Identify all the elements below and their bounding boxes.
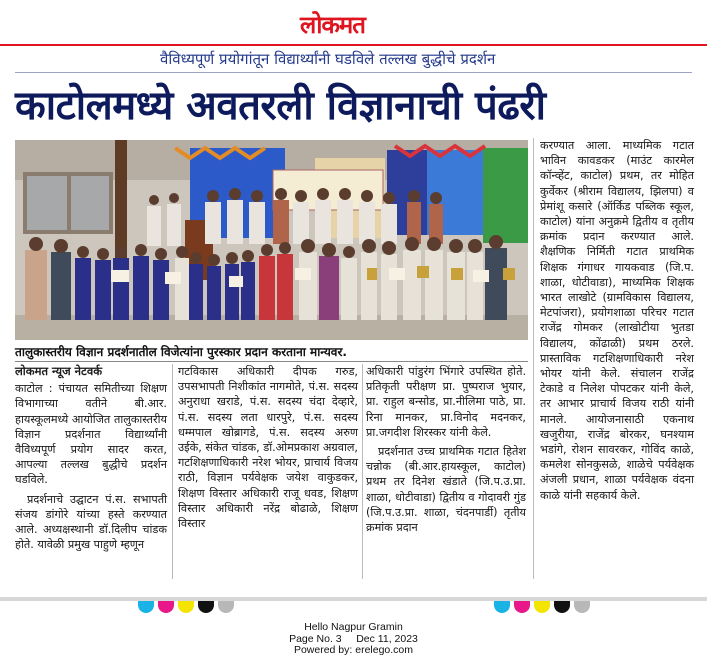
registration-marks-left (138, 601, 234, 613)
gray-mark (218, 601, 234, 613)
page-bottom-rule (0, 597, 707, 601)
caption-rule (15, 361, 528, 362)
paragraph: प्रदर्शनात उच्च प्राथमिक गटात हितेश चन्नोक (बी.आर.हायस्कूल, काटोल) प्रथम तर दिनेश खंडाते (जि.प.उ.प्रा. शाळा, धोटीवाडा) द्वितीय व गोदावरी गुंड (जि.प.उ.प्रा. शाळा, चंदनपार्डी) तृतीय क्रमांक प्रदान (366, 445, 526, 535)
paragraph: करण्यात आला. माध्यमिक गटात भाविन कावडकर (माउंट कारमेल कॉन्व्हेंट, काटोल) प्रथम, तर मोहित कुर्वेकर (श्रीराम विद्यालय, झिलपा) व प्रेमांशू कसारे (ऑर्किड पब्लिक स्कूल, काटोल) यांना अनुक्रमे द्वितीय व तृतीय क्रमांक प्रदान करण्यात आले. शैक्षणिक निर्मिती गटात प्राथमिक शिक्षक गंगाधर गायकवाड (जि.प. शाळा, धोटीवाडा), माध्यमिक शिक्षक भारत लाखोटे (ग्रामविकास विद्यालय, मेटपांजरा), प्रयोगशाळा परिचर गटात राजेंद्र गोमकर (लाखोटीया भुतडा विद्यालय, कोंढाळी) प्रथम ठरले. प्रास्ताविक गटशिक्षणाधिकारी नरेश भोयर यांनी केले. संचालन राजेंद्र टेकाडे व निलेश पोपटकर यांनी केले, तर आभार प्राचार्य विजय राठी यांनी मानले. आयोजनासाठी एकनाथ खजुरीया, राजेंद्र बोरकर, घनश्याम भडांगे, रोशन सावरकर, गोविंद काळे, कमलेश सोनकुसळे, शाळेचे पर्यवेक्षक अंजली प्रधान, शाळा पर्यवेक्षक वंदना काळे यांनी सहकार्य केले. (540, 139, 694, 502)
article-column-1 (15, 364, 167, 556)
article-column-2 (178, 364, 358, 535)
lokmat-logo: लोकमत (300, 11, 365, 39)
photo-caption: तालुकास्तरीय विज्ञान प्रदर्शनातील विजेत्यांना पुरस्कार प्रदान करताना मान्यवर. (15, 345, 347, 359)
gray-mark (574, 601, 590, 613)
column-divider (533, 138, 534, 579)
black-mark (198, 601, 214, 613)
magenta-mark (158, 601, 174, 613)
cyan-mark (138, 601, 154, 613)
yellow-mark (534, 601, 550, 613)
paragraph: काटोल : पंचायत समितीच्या शिक्षण विभागाच्या वतीने बी.आर. हायस्कूलमध्ये आयोजित तालुकास्तरीय विज्ञान प्रदर्शनात विद्यार्थ्यांनी वैविध्यपूर्ण प्रयोग सादर करत, आपल्या तल्लख बुद्धीचे प्रदर्शन घडविले. (15, 382, 167, 487)
edition-name: Hello Nagpur Gramin (304, 621, 403, 633)
kicker-rule (15, 72, 692, 73)
masthead-rule (0, 44, 707, 46)
byline: लोकमत न्यूज नेटवर्क (15, 364, 103, 378)
page-and-date: Page No. 3 Dec 11, 2023 (289, 632, 418, 645)
prize-distribution-photo (15, 140, 528, 340)
paragraph: प्रदर्शनाचे उद्घाटन पं.स. सभापती संजय डांगोरे यांच्या हस्ते करण्यात आले. अध्यक्षस्थानी डॉ.दिलीप चांडक होते. यावेळी प्रमुख पाहुणे म्हणून (15, 492, 167, 552)
paragraph: गटविकास अधिकारी दीपक गरुड, उपसभापती निशीकांत नागमोते, पं.स. सदस्य अनुराधा खराडे, पं.स. सदस्य चंदा देव्हारे, पं.स. सदस्य लता धारपुरे, पं.स. सदस्य धम्मपाल खोब्रागडे, पं.स. सदस्य अरुण उईके, संकेत चांडक, डॉ.ओमप्रकाश अग्रवाल, गटशिक्षणाधिकारी नरेश भोयर, प्राचार्य विजय राठी, विज्ञान पर्यवेक्षक जयेश वाकुडकर, शिक्षण विस्तार अधिकारी राजू धवड, शिक्षण विस्तार अधिकारी नरेंद्र बोढाळे, शिक्षण विस्तार (178, 365, 358, 531)
cyan-mark (494, 601, 510, 613)
masthead (0, 0, 707, 44)
registration-marks-right (494, 601, 590, 613)
powered-by: Powered by: erelego.com (293, 644, 414, 656)
article-column-4 (540, 138, 694, 507)
article-headline: काटोलमध्ये अवतरली विज्ञानाची पंढरी (15, 83, 546, 129)
paragraph: अधिकारी पांडुरंग भिंगारे उपस्थित होते. प्रतिकृती परीक्षण प्रा. पुष्पराज भुयार, प्रा. राहुल बन्सोड, प्रा.नीलिमा पाठे, प्रा. रिना मानकर, प्रा.विनोद मदनकर, प्रा.जगदीश शिरस्कर यांनी केले. (366, 365, 526, 439)
magenta-mark (514, 601, 530, 613)
article-photo (15, 140, 528, 340)
column-divider (172, 364, 173, 579)
page-footer (0, 622, 707, 657)
yellow-mark (178, 601, 194, 613)
article-column-3 (366, 364, 526, 539)
column-divider (362, 364, 363, 579)
article-kicker: वैविध्यपूर्ण प्रयोगांतून विद्यार्थ्यांनी घडविले तल्लख बुद्धीचे प्रदर्शन (160, 50, 496, 68)
black-mark (554, 601, 570, 613)
